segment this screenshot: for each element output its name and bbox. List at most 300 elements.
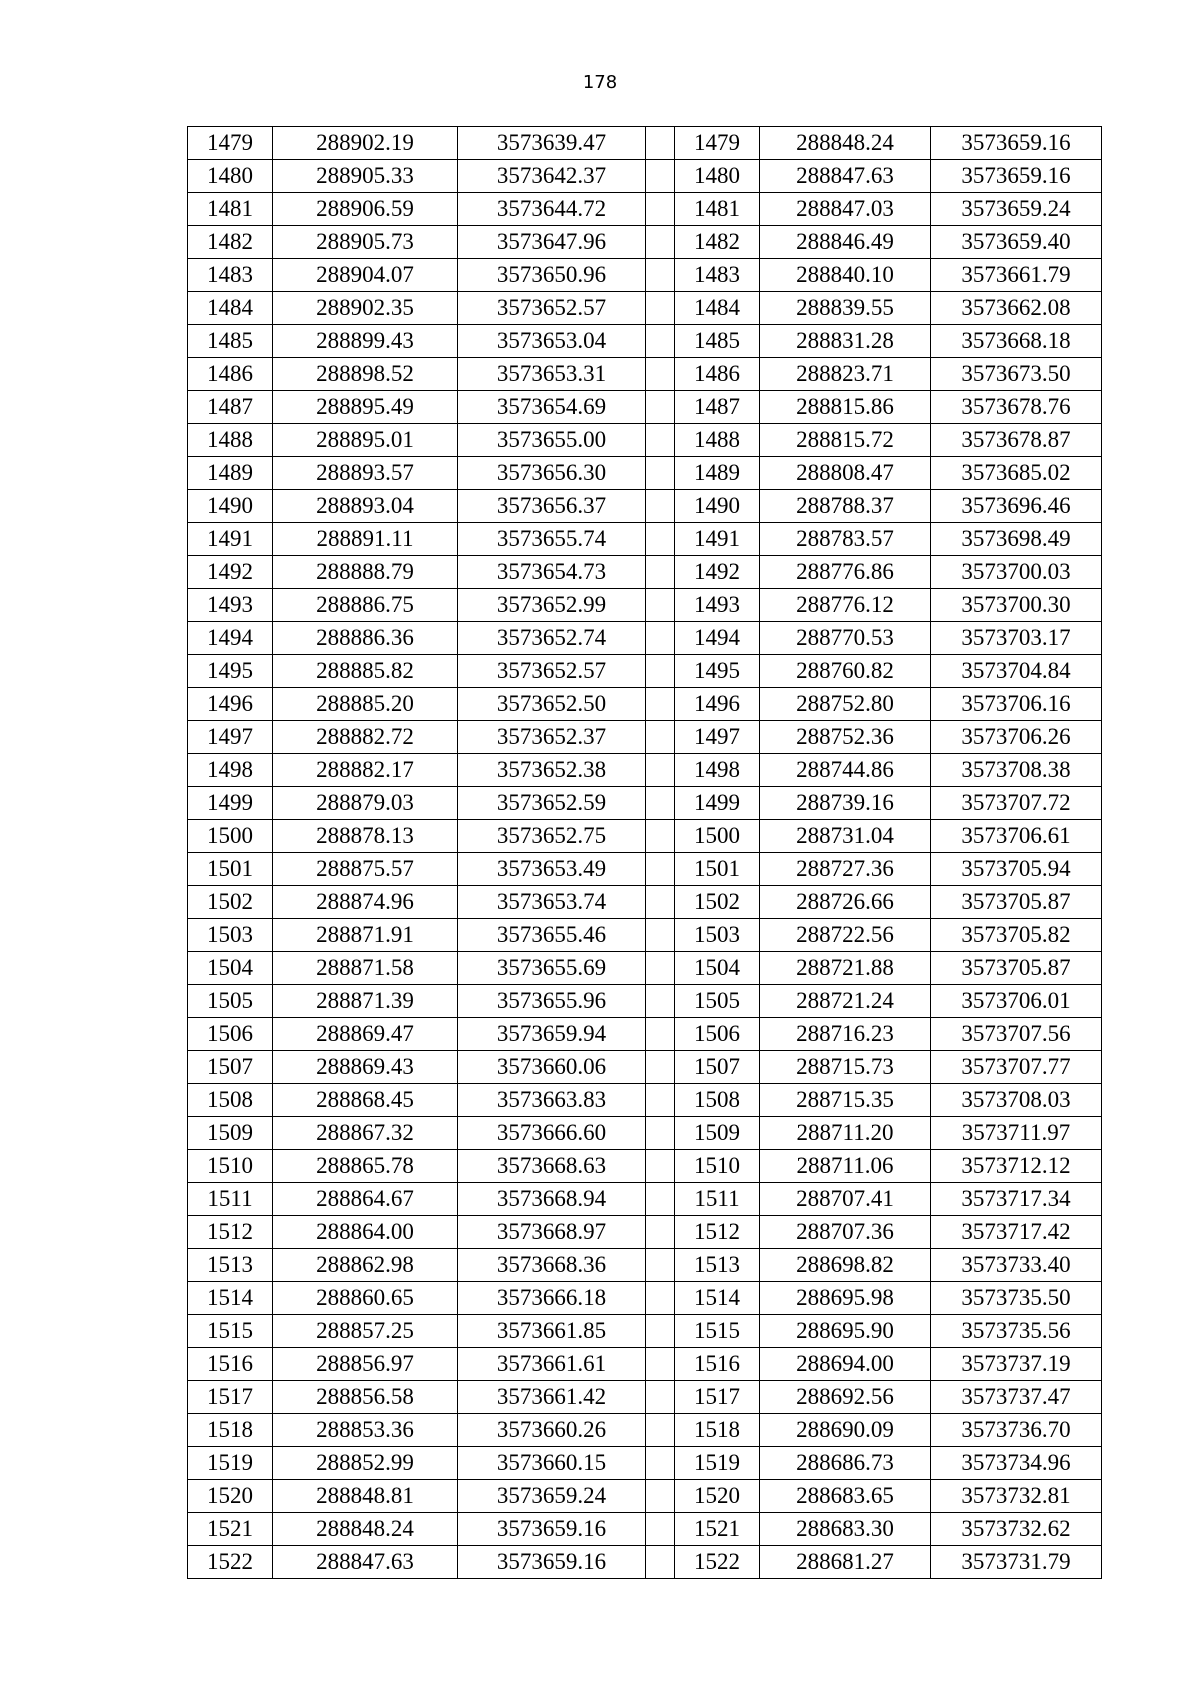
left-x-coordinate-cell: 288871.91 xyxy=(273,919,458,952)
right-y-coordinate-cell: 3573700.30 xyxy=(931,589,1102,622)
separator-cell xyxy=(646,259,675,292)
right-point-number-cell: 1498 xyxy=(675,754,760,787)
separator-cell xyxy=(646,1018,675,1051)
separator-cell xyxy=(646,1282,675,1315)
left-point-number-cell: 1503 xyxy=(188,919,273,952)
right-y-coordinate-cell: 3573705.87 xyxy=(931,886,1102,919)
separator-cell xyxy=(646,853,675,886)
left-y-coordinate-cell: 3573639.47 xyxy=(458,127,646,160)
right-x-coordinate-cell: 288776.86 xyxy=(760,556,931,589)
right-y-coordinate-cell: 3573736.70 xyxy=(931,1414,1102,1447)
separator-cell xyxy=(646,1150,675,1183)
right-point-number-cell: 1509 xyxy=(675,1117,760,1150)
table-row xyxy=(188,952,1102,985)
left-x-coordinate-cell: 288898.52 xyxy=(273,358,458,391)
right-point-number-cell: 1499 xyxy=(675,787,760,820)
separator-cell xyxy=(646,424,675,457)
left-y-coordinate-cell: 3573655.46 xyxy=(458,919,646,952)
right-y-coordinate-cell: 3573733.40 xyxy=(931,1249,1102,1282)
left-y-coordinate-cell: 3573668.94 xyxy=(458,1183,646,1216)
right-y-coordinate-cell: 3573659.16 xyxy=(931,160,1102,193)
table-row xyxy=(188,589,1102,622)
separator-cell xyxy=(646,127,675,160)
right-y-coordinate-cell: 3573662.08 xyxy=(931,292,1102,325)
table-row xyxy=(188,1381,1102,1414)
right-y-coordinate-cell: 3573734.96 xyxy=(931,1447,1102,1480)
right-point-number-cell: 1513 xyxy=(675,1249,760,1282)
left-x-coordinate-cell: 288848.81 xyxy=(273,1480,458,1513)
right-point-number-cell: 1487 xyxy=(675,391,760,424)
table-row xyxy=(188,1084,1102,1117)
right-x-coordinate-cell: 288707.36 xyxy=(760,1216,931,1249)
right-point-number-cell: 1506 xyxy=(675,1018,760,1051)
left-y-coordinate-cell: 3573644.72 xyxy=(458,193,646,226)
right-x-coordinate-cell: 288715.35 xyxy=(760,1084,931,1117)
separator-cell xyxy=(646,325,675,358)
right-y-coordinate-cell: 3573735.50 xyxy=(931,1282,1102,1315)
left-x-coordinate-cell: 288878.13 xyxy=(273,820,458,853)
right-point-number-cell: 1491 xyxy=(675,523,760,556)
table-row xyxy=(188,820,1102,853)
table-row xyxy=(188,127,1102,160)
left-x-coordinate-cell: 288882.72 xyxy=(273,721,458,754)
left-x-coordinate-cell: 288902.35 xyxy=(273,292,458,325)
table-row xyxy=(188,1282,1102,1315)
left-point-number-cell: 1494 xyxy=(188,622,273,655)
left-x-coordinate-cell: 288868.45 xyxy=(273,1084,458,1117)
right-x-coordinate-cell: 288752.36 xyxy=(760,721,931,754)
left-x-coordinate-cell: 288882.17 xyxy=(273,754,458,787)
left-x-coordinate-cell: 288895.49 xyxy=(273,391,458,424)
left-y-coordinate-cell: 3573654.69 xyxy=(458,391,646,424)
right-point-number-cell: 1522 xyxy=(675,1546,760,1579)
right-point-number-cell: 1516 xyxy=(675,1348,760,1381)
table-row xyxy=(188,523,1102,556)
left-x-coordinate-cell: 288891.11 xyxy=(273,523,458,556)
right-y-coordinate-cell: 3573705.94 xyxy=(931,853,1102,886)
coordinate-table-body xyxy=(188,127,1102,1579)
left-point-number-cell: 1486 xyxy=(188,358,273,391)
right-x-coordinate-cell: 288683.65 xyxy=(760,1480,931,1513)
left-y-coordinate-cell: 3573668.97 xyxy=(458,1216,646,1249)
right-y-coordinate-cell: 3573707.72 xyxy=(931,787,1102,820)
coordinate-table xyxy=(187,126,1102,1579)
right-x-coordinate-cell: 288690.09 xyxy=(760,1414,931,1447)
table-row xyxy=(188,1249,1102,1282)
left-y-coordinate-cell: 3573652.37 xyxy=(458,721,646,754)
right-point-number-cell: 1504 xyxy=(675,952,760,985)
table-row xyxy=(188,1513,1102,1546)
right-y-coordinate-cell: 3573678.76 xyxy=(931,391,1102,424)
left-y-coordinate-cell: 3573661.61 xyxy=(458,1348,646,1381)
right-point-number-cell: 1496 xyxy=(675,688,760,721)
table-row xyxy=(188,1150,1102,1183)
left-point-number-cell: 1500 xyxy=(188,820,273,853)
left-y-coordinate-cell: 3573659.16 xyxy=(458,1513,646,1546)
table-row xyxy=(188,688,1102,721)
left-x-coordinate-cell: 288871.39 xyxy=(273,985,458,1018)
right-y-coordinate-cell: 3573698.49 xyxy=(931,523,1102,556)
left-point-number-cell: 1513 xyxy=(188,1249,273,1282)
table-row xyxy=(188,754,1102,787)
right-x-coordinate-cell: 288721.88 xyxy=(760,952,931,985)
left-y-coordinate-cell: 3573642.37 xyxy=(458,160,646,193)
right-x-coordinate-cell: 288839.55 xyxy=(760,292,931,325)
left-x-coordinate-cell: 288848.24 xyxy=(273,1513,458,1546)
right-point-number-cell: 1511 xyxy=(675,1183,760,1216)
left-y-coordinate-cell: 3573650.96 xyxy=(458,259,646,292)
left-y-coordinate-cell: 3573655.00 xyxy=(458,424,646,457)
right-x-coordinate-cell: 288744.86 xyxy=(760,754,931,787)
table-row xyxy=(188,1018,1102,1051)
left-point-number-cell: 1487 xyxy=(188,391,273,424)
right-point-number-cell: 1489 xyxy=(675,457,760,490)
left-x-coordinate-cell: 288864.67 xyxy=(273,1183,458,1216)
left-x-coordinate-cell: 288885.82 xyxy=(273,655,458,688)
right-point-number-cell: 1492 xyxy=(675,556,760,589)
left-y-coordinate-cell: 3573659.24 xyxy=(458,1480,646,1513)
separator-cell xyxy=(646,952,675,985)
left-y-coordinate-cell: 3573659.16 xyxy=(458,1546,646,1579)
right-y-coordinate-cell: 3573706.26 xyxy=(931,721,1102,754)
right-y-coordinate-cell: 3573705.82 xyxy=(931,919,1102,952)
table-row xyxy=(188,1447,1102,1480)
separator-cell xyxy=(646,1480,675,1513)
left-x-coordinate-cell: 288879.03 xyxy=(273,787,458,820)
right-point-number-cell: 1517 xyxy=(675,1381,760,1414)
left-y-coordinate-cell: 3573653.31 xyxy=(458,358,646,391)
table-row xyxy=(188,1348,1102,1381)
left-y-coordinate-cell: 3573652.59 xyxy=(458,787,646,820)
right-point-number-cell: 1500 xyxy=(675,820,760,853)
left-y-coordinate-cell: 3573656.37 xyxy=(458,490,646,523)
right-x-coordinate-cell: 288848.24 xyxy=(760,127,931,160)
table-row xyxy=(188,325,1102,358)
table-row xyxy=(188,655,1102,688)
left-y-coordinate-cell: 3573660.26 xyxy=(458,1414,646,1447)
right-x-coordinate-cell: 288739.16 xyxy=(760,787,931,820)
left-y-coordinate-cell: 3573654.73 xyxy=(458,556,646,589)
left-point-number-cell: 1511 xyxy=(188,1183,273,1216)
right-y-coordinate-cell: 3573659.40 xyxy=(931,226,1102,259)
right-y-coordinate-cell: 3573708.38 xyxy=(931,754,1102,787)
left-y-coordinate-cell: 3573663.83 xyxy=(458,1084,646,1117)
separator-cell xyxy=(646,1546,675,1579)
right-x-coordinate-cell: 288698.82 xyxy=(760,1249,931,1282)
table-row xyxy=(188,457,1102,490)
right-x-coordinate-cell: 288840.10 xyxy=(760,259,931,292)
right-x-coordinate-cell: 288686.73 xyxy=(760,1447,931,1480)
left-x-coordinate-cell: 288852.99 xyxy=(273,1447,458,1480)
left-point-number-cell: 1502 xyxy=(188,886,273,919)
right-x-coordinate-cell: 288770.53 xyxy=(760,622,931,655)
separator-cell xyxy=(646,688,675,721)
right-y-coordinate-cell: 3573678.87 xyxy=(931,424,1102,457)
left-y-coordinate-cell: 3573656.30 xyxy=(458,457,646,490)
right-point-number-cell: 1488 xyxy=(675,424,760,457)
left-point-number-cell: 1521 xyxy=(188,1513,273,1546)
right-point-number-cell: 1495 xyxy=(675,655,760,688)
right-y-coordinate-cell: 3573731.79 xyxy=(931,1546,1102,1579)
right-y-coordinate-cell: 3573673.50 xyxy=(931,358,1102,391)
separator-cell xyxy=(646,523,675,556)
left-y-coordinate-cell: 3573668.63 xyxy=(458,1150,646,1183)
right-x-coordinate-cell: 288823.71 xyxy=(760,358,931,391)
left-x-coordinate-cell: 288847.63 xyxy=(273,1546,458,1579)
left-x-coordinate-cell: 288857.25 xyxy=(273,1315,458,1348)
left-x-coordinate-cell: 288895.01 xyxy=(273,424,458,457)
right-point-number-cell: 1501 xyxy=(675,853,760,886)
separator-cell xyxy=(646,787,675,820)
right-point-number-cell: 1515 xyxy=(675,1315,760,1348)
right-y-coordinate-cell: 3573732.62 xyxy=(931,1513,1102,1546)
left-x-coordinate-cell: 288869.43 xyxy=(273,1051,458,1084)
left-point-number-cell: 1508 xyxy=(188,1084,273,1117)
left-point-number-cell: 1504 xyxy=(188,952,273,985)
right-x-coordinate-cell: 288847.63 xyxy=(760,160,931,193)
table-row xyxy=(188,424,1102,457)
separator-cell xyxy=(646,655,675,688)
right-point-number-cell: 1518 xyxy=(675,1414,760,1447)
right-x-coordinate-cell: 288681.27 xyxy=(760,1546,931,1579)
right-x-coordinate-cell: 288694.00 xyxy=(760,1348,931,1381)
right-y-coordinate-cell: 3573708.03 xyxy=(931,1084,1102,1117)
separator-cell xyxy=(646,1414,675,1447)
separator-cell xyxy=(646,1447,675,1480)
right-y-coordinate-cell: 3573707.56 xyxy=(931,1018,1102,1051)
right-y-coordinate-cell: 3573732.81 xyxy=(931,1480,1102,1513)
right-x-coordinate-cell: 288846.49 xyxy=(760,226,931,259)
left-point-number-cell: 1497 xyxy=(188,721,273,754)
right-point-number-cell: 1480 xyxy=(675,160,760,193)
right-point-number-cell: 1521 xyxy=(675,1513,760,1546)
table-row xyxy=(188,1480,1102,1513)
right-y-coordinate-cell: 3573707.77 xyxy=(931,1051,1102,1084)
right-y-coordinate-cell: 3573703.17 xyxy=(931,622,1102,655)
separator-cell xyxy=(646,1249,675,1282)
table-row xyxy=(188,1216,1102,1249)
table-row xyxy=(188,391,1102,424)
left-y-coordinate-cell: 3573660.06 xyxy=(458,1051,646,1084)
right-point-number-cell: 1485 xyxy=(675,325,760,358)
left-point-number-cell: 1498 xyxy=(188,754,273,787)
left-x-coordinate-cell: 288893.04 xyxy=(273,490,458,523)
left-point-number-cell: 1482 xyxy=(188,226,273,259)
right-point-number-cell: 1481 xyxy=(675,193,760,226)
right-point-number-cell: 1514 xyxy=(675,1282,760,1315)
separator-cell xyxy=(646,1183,675,1216)
right-x-coordinate-cell: 288692.56 xyxy=(760,1381,931,1414)
table-row xyxy=(188,193,1102,226)
right-point-number-cell: 1494 xyxy=(675,622,760,655)
left-point-number-cell: 1479 xyxy=(188,127,273,160)
right-x-coordinate-cell: 288711.20 xyxy=(760,1117,931,1150)
right-x-coordinate-cell: 288711.06 xyxy=(760,1150,931,1183)
left-x-coordinate-cell: 288871.58 xyxy=(273,952,458,985)
left-point-number-cell: 1520 xyxy=(188,1480,273,1513)
separator-cell xyxy=(646,1117,675,1150)
right-y-coordinate-cell: 3573712.12 xyxy=(931,1150,1102,1183)
left-y-coordinate-cell: 3573647.96 xyxy=(458,226,646,259)
right-point-number-cell: 1507 xyxy=(675,1051,760,1084)
table-row xyxy=(188,556,1102,589)
left-y-coordinate-cell: 3573655.69 xyxy=(458,952,646,985)
right-x-coordinate-cell: 288722.56 xyxy=(760,919,931,952)
left-point-number-cell: 1492 xyxy=(188,556,273,589)
right-x-coordinate-cell: 288783.57 xyxy=(760,523,931,556)
table-row xyxy=(188,622,1102,655)
right-point-number-cell: 1508 xyxy=(675,1084,760,1117)
separator-cell xyxy=(646,1084,675,1117)
right-point-number-cell: 1479 xyxy=(675,127,760,160)
right-point-number-cell: 1520 xyxy=(675,1480,760,1513)
left-point-number-cell: 1499 xyxy=(188,787,273,820)
table-row xyxy=(188,1117,1102,1150)
left-point-number-cell: 1510 xyxy=(188,1150,273,1183)
right-x-coordinate-cell: 288727.36 xyxy=(760,853,931,886)
left-y-coordinate-cell: 3573652.57 xyxy=(458,655,646,688)
left-y-coordinate-cell: 3573653.74 xyxy=(458,886,646,919)
table-row xyxy=(188,985,1102,1018)
left-x-coordinate-cell: 288888.79 xyxy=(273,556,458,589)
left-point-number-cell: 1483 xyxy=(188,259,273,292)
separator-cell xyxy=(646,985,675,1018)
right-y-coordinate-cell: 3573696.46 xyxy=(931,490,1102,523)
right-y-coordinate-cell: 3573700.03 xyxy=(931,556,1102,589)
right-y-coordinate-cell: 3573737.47 xyxy=(931,1381,1102,1414)
right-point-number-cell: 1512 xyxy=(675,1216,760,1249)
right-x-coordinate-cell: 288752.80 xyxy=(760,688,931,721)
left-point-number-cell: 1522 xyxy=(188,1546,273,1579)
left-point-number-cell: 1484 xyxy=(188,292,273,325)
separator-cell xyxy=(646,622,675,655)
separator-cell xyxy=(646,457,675,490)
separator-cell xyxy=(646,1513,675,1546)
left-x-coordinate-cell: 288902.19 xyxy=(273,127,458,160)
left-point-number-cell: 1515 xyxy=(188,1315,273,1348)
right-y-coordinate-cell: 3573685.02 xyxy=(931,457,1102,490)
right-point-number-cell: 1519 xyxy=(675,1447,760,1480)
left-point-number-cell: 1512 xyxy=(188,1216,273,1249)
right-x-coordinate-cell: 288776.12 xyxy=(760,589,931,622)
right-x-coordinate-cell: 288815.72 xyxy=(760,424,931,457)
separator-cell xyxy=(646,1216,675,1249)
right-x-coordinate-cell: 288716.23 xyxy=(760,1018,931,1051)
separator-cell xyxy=(646,754,675,787)
left-x-coordinate-cell: 288906.59 xyxy=(273,193,458,226)
left-x-coordinate-cell: 288899.43 xyxy=(273,325,458,358)
separator-cell xyxy=(646,226,675,259)
left-y-coordinate-cell: 3573655.74 xyxy=(458,523,646,556)
right-y-coordinate-cell: 3573661.79 xyxy=(931,259,1102,292)
left-point-number-cell: 1516 xyxy=(188,1348,273,1381)
left-y-coordinate-cell: 3573661.85 xyxy=(458,1315,646,1348)
left-y-coordinate-cell: 3573652.57 xyxy=(458,292,646,325)
table-row xyxy=(188,292,1102,325)
table-row xyxy=(188,919,1102,952)
right-point-number-cell: 1490 xyxy=(675,490,760,523)
right-y-coordinate-cell: 3573705.87 xyxy=(931,952,1102,985)
left-point-number-cell: 1495 xyxy=(188,655,273,688)
separator-cell xyxy=(646,820,675,853)
left-y-coordinate-cell: 3573668.36 xyxy=(458,1249,646,1282)
left-y-coordinate-cell: 3573666.60 xyxy=(458,1117,646,1150)
right-y-coordinate-cell: 3573735.56 xyxy=(931,1315,1102,1348)
left-point-number-cell: 1480 xyxy=(188,160,273,193)
left-point-number-cell: 1491 xyxy=(188,523,273,556)
left-x-coordinate-cell: 288905.73 xyxy=(273,226,458,259)
left-point-number-cell: 1496 xyxy=(188,688,273,721)
right-x-coordinate-cell: 288695.90 xyxy=(760,1315,931,1348)
left-y-coordinate-cell: 3573653.04 xyxy=(458,325,646,358)
left-point-number-cell: 1481 xyxy=(188,193,273,226)
separator-cell xyxy=(646,292,675,325)
left-x-coordinate-cell: 288886.36 xyxy=(273,622,458,655)
separator-cell xyxy=(646,721,675,754)
left-point-number-cell: 1518 xyxy=(188,1414,273,1447)
table-row xyxy=(188,226,1102,259)
separator-cell xyxy=(646,1315,675,1348)
right-point-number-cell: 1484 xyxy=(675,292,760,325)
left-x-coordinate-cell: 288867.32 xyxy=(273,1117,458,1150)
left-point-number-cell: 1514 xyxy=(188,1282,273,1315)
left-x-coordinate-cell: 288904.07 xyxy=(273,259,458,292)
right-y-coordinate-cell: 3573659.16 xyxy=(931,127,1102,160)
table-row xyxy=(188,1414,1102,1447)
left-point-number-cell: 1506 xyxy=(188,1018,273,1051)
right-x-coordinate-cell: 288683.30 xyxy=(760,1513,931,1546)
right-point-number-cell: 1486 xyxy=(675,358,760,391)
right-point-number-cell: 1497 xyxy=(675,721,760,754)
right-x-coordinate-cell: 288831.28 xyxy=(760,325,931,358)
right-y-coordinate-cell: 3573706.16 xyxy=(931,688,1102,721)
table-row xyxy=(188,787,1102,820)
right-point-number-cell: 1483 xyxy=(675,259,760,292)
left-x-coordinate-cell: 288893.57 xyxy=(273,457,458,490)
left-x-coordinate-cell: 288865.78 xyxy=(273,1150,458,1183)
left-point-number-cell: 1493 xyxy=(188,589,273,622)
table-row xyxy=(188,1183,1102,1216)
right-y-coordinate-cell: 3573717.34 xyxy=(931,1183,1102,1216)
right-point-number-cell: 1493 xyxy=(675,589,760,622)
right-y-coordinate-cell: 3573668.18 xyxy=(931,325,1102,358)
left-x-coordinate-cell: 288860.65 xyxy=(273,1282,458,1315)
left-point-number-cell: 1507 xyxy=(188,1051,273,1084)
left-point-number-cell: 1488 xyxy=(188,424,273,457)
left-x-coordinate-cell: 288875.57 xyxy=(273,853,458,886)
left-y-coordinate-cell: 3573652.75 xyxy=(458,820,646,853)
table-row xyxy=(188,259,1102,292)
left-x-coordinate-cell: 288856.58 xyxy=(273,1381,458,1414)
separator-cell xyxy=(646,556,675,589)
table-row xyxy=(188,490,1102,523)
table-row xyxy=(188,1051,1102,1084)
table-row xyxy=(188,1315,1102,1348)
separator-cell xyxy=(646,886,675,919)
right-x-coordinate-cell: 288715.73 xyxy=(760,1051,931,1084)
table-row xyxy=(188,1546,1102,1579)
separator-cell xyxy=(646,160,675,193)
left-y-coordinate-cell: 3573652.74 xyxy=(458,622,646,655)
left-y-coordinate-cell: 3573655.96 xyxy=(458,985,646,1018)
separator-cell xyxy=(646,490,675,523)
left-x-coordinate-cell: 288869.47 xyxy=(273,1018,458,1051)
table-row xyxy=(188,721,1102,754)
left-point-number-cell: 1517 xyxy=(188,1381,273,1414)
separator-cell xyxy=(646,1051,675,1084)
table-row xyxy=(188,160,1102,193)
right-y-coordinate-cell: 3573737.19 xyxy=(931,1348,1102,1381)
